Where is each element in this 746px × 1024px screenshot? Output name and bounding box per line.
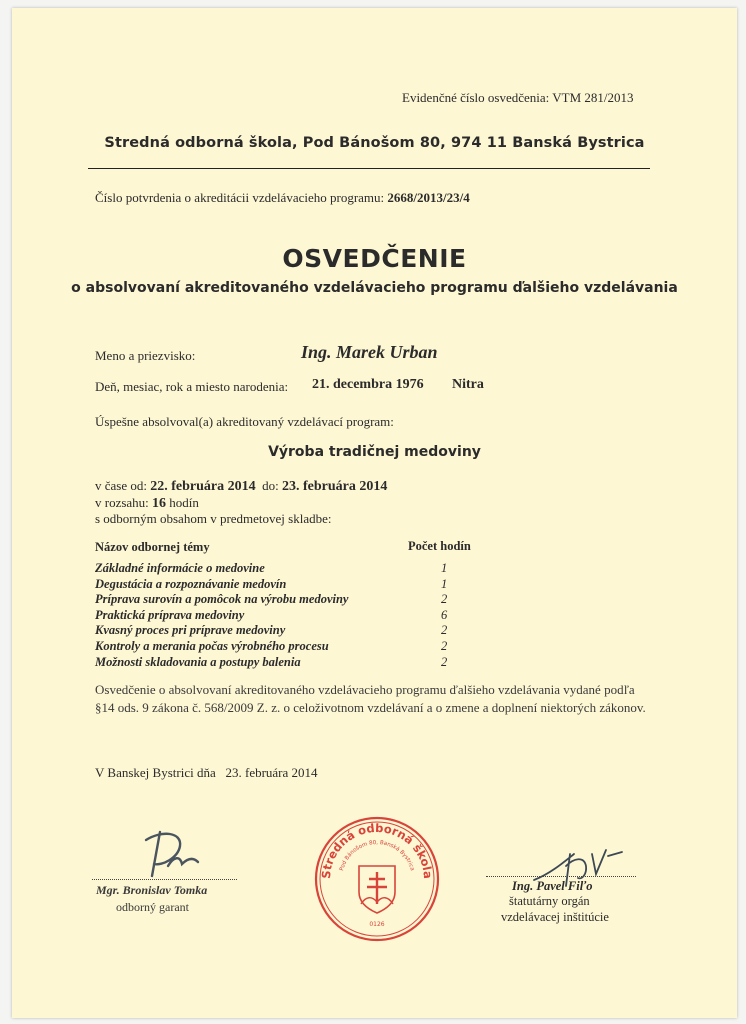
issue-place: V Banskej Bystrici dňa	[95, 765, 216, 780]
program-period	[95, 478, 387, 495]
table-header-hours: Počet hodín	[408, 539, 471, 553]
legal-declaration: Osvedčenie o absolvovaní akreditovaného vzdelávacieho programu ďalšieho vzdelávania vydané podľa §14 ods. 9 zákona č. 568/2009 Z. z. o celoživotnom vzdelávaní a o zmene a doplnení niektorých zákonov.	[95, 682, 646, 715]
table-row	[95, 623, 475, 639]
certificate-title: OSVEDČENIE	[282, 244, 467, 273]
topic-name: Kvasný proces pri príprave medoviny	[95, 623, 286, 638]
table-row	[95, 577, 475, 593]
director-role-line-2: vzdelávacej inštitúcie	[501, 910, 609, 924]
accreditation-number: 2668/2013/23/4	[387, 190, 470, 205]
birth-place: Nitra	[452, 377, 484, 392]
program-passed-label: Úspešne absolvoval(a) akreditovaný vzdelávací program:	[95, 414, 394, 429]
scope-hours: 16	[152, 496, 167, 511]
topic-hours: 2	[441, 623, 448, 638]
table-row	[95, 561, 475, 577]
garant-signature	[136, 826, 216, 882]
scope-unit: hodín	[169, 495, 199, 510]
garant-role: odborný garant	[116, 900, 189, 914]
coat-of-arms-icon	[359, 866, 395, 913]
certificate-subtitle: o absolvovaní akreditovaného vzdelávacieho programu ďalšieho vzdelávania	[71, 280, 678, 296]
director-signature-line	[486, 876, 636, 877]
table-row	[95, 639, 475, 655]
topic-hours: 2	[441, 592, 448, 607]
topic-name: Kontroly a merania počas výrobného procesu	[95, 638, 329, 653]
content-label: s odborným obsahom v predmetovej skladbe:	[95, 511, 332, 526]
table-row	[95, 592, 475, 608]
scope-label: v rozsahu:	[95, 495, 149, 510]
topic-hours: 1	[441, 561, 448, 575]
accreditation-line	[95, 190, 470, 206]
issue-date: 23. februára 2014	[225, 765, 318, 780]
issue-place-date	[95, 765, 318, 781]
topic-hours: 2	[441, 638, 448, 653]
to-label: do:	[262, 478, 279, 493]
school-name: Stredná odborná škola, Pod Bánošom 80, 974 11 Banská Bystrica	[104, 135, 645, 151]
certificate-page	[12, 8, 737, 1018]
from-date: 22. februára 2014	[150, 479, 256, 494]
table-header-topic: Názov odbornej témy	[95, 540, 210, 554]
director-role-line-1: štatutárny orgán	[509, 894, 590, 908]
topic-hours: 1	[441, 576, 448, 591]
from-label: v čase od:	[95, 478, 147, 493]
garant-signature-line	[92, 879, 237, 880]
table-row	[95, 608, 475, 624]
topic-name: Možnosti skladovania a postupy balenia	[95, 654, 301, 669]
director-name: Ing. Pavel Fiľo	[512, 879, 593, 893]
topic-hours: 2	[441, 654, 448, 669]
school-seal	[312, 814, 442, 944]
garant-name: Mgr. Bronislav Tomka	[96, 883, 208, 897]
birth-label: Deň, mesiac, rok a miesto narodenia:	[95, 379, 289, 394]
seal-code: 0126	[369, 921, 385, 928]
header-divider	[88, 168, 650, 169]
topic-name: Praktická príprava medoviny	[95, 607, 245, 622]
evidence-number: Evidenčné číslo osvedčenia: VTM 281/2013	[402, 90, 634, 105]
birth-date: 21. decembra 1976	[312, 377, 424, 392]
seal-address: Pod Bánošom 80, Banská Bystrica	[339, 839, 415, 872]
to-date: 23. februára 2014	[282, 479, 388, 494]
topics-table	[95, 561, 475, 670]
name-label: Meno a priezvisko:	[95, 348, 196, 363]
program-name: Výroba tradičnej medoviny	[268, 444, 481, 460]
program-scope	[95, 495, 199, 512]
person-name: Ing. Marek Urban	[301, 342, 438, 362]
topic-name: Degustácia a rozpoznávanie medovín	[95, 576, 287, 591]
seal-text: Stredná odborná škola	[318, 820, 436, 880]
topic-hours: 6	[441, 607, 448, 622]
accreditation-label: Číslo potvrdenia o akreditácii vzdelávacieho programu:	[95, 190, 385, 205]
topic-name: Príprava surovín a pomôcok na výrobu medoviny	[95, 592, 349, 607]
table-row	[95, 655, 475, 671]
topic-name: Základné informácie o medovine	[95, 561, 265, 575]
